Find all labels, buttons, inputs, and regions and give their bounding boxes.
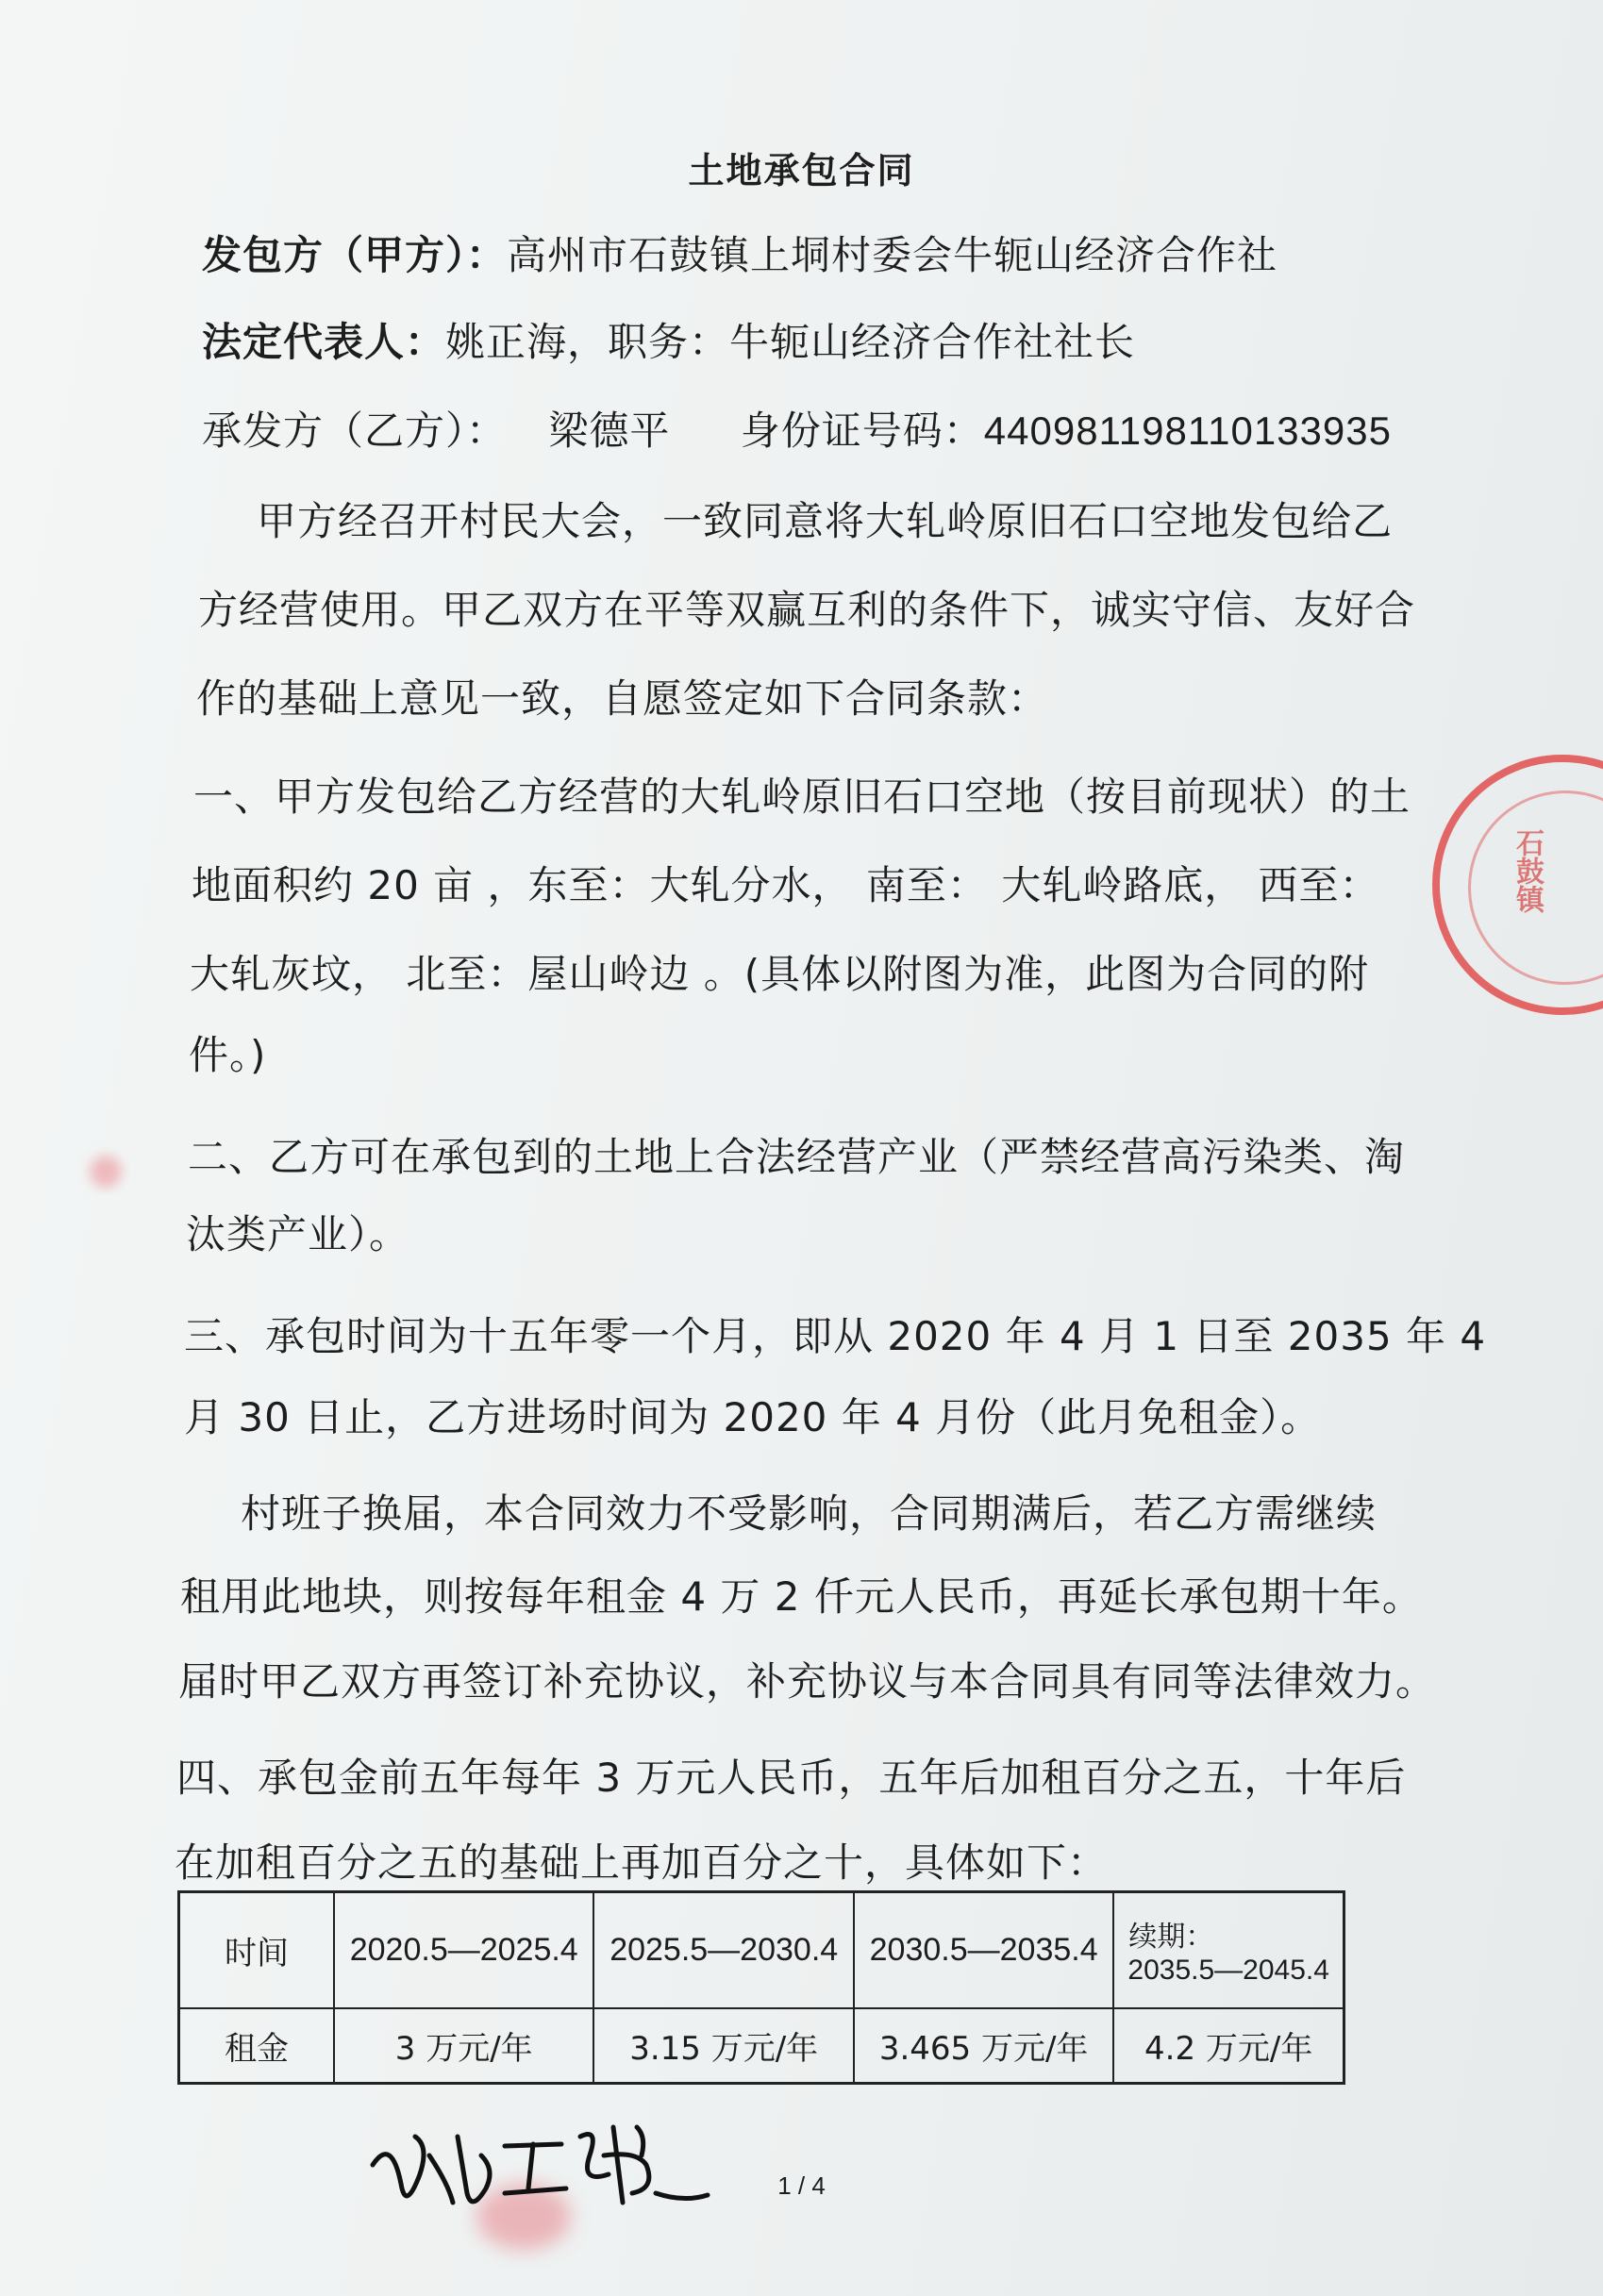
renewal-line: 届时甲乙双方再签订补充协议，补充协议与本合同具有同等法律效力。 <box>178 1658 1437 1705</box>
party-b-label: 承发方（乙方）： <box>202 408 508 454</box>
rent-schedule-table <box>177 1890 1345 2085</box>
table-rent-cell: 3.15 万元/年 <box>593 2008 853 2084</box>
clause-4-line: 在加租百分之五的基础上再加百分之十，具体如下： <box>175 1839 1109 1886</box>
clause-3-line: 三、承包时间为十五年零一个月，即从 2020 年 4 月 1 日至 2035 年 4 <box>184 1313 1487 1359</box>
party-b-id-value: 440981198110133935 <box>983 408 1392 453</box>
page-number: 1 / 4 <box>777 2171 826 2200</box>
clause-3-line: 月 30 日止，乙方进场时间为 2020 年 4 月份（此月免租金）。 <box>184 1394 1322 1440</box>
legal-rep-value: 姚正海，职务：牛轭山经济合作社社长 <box>445 319 1136 365</box>
seal-text: 石鼓镇 <box>1511 828 1544 913</box>
renewal-period: 2035.5—2045.4 <box>1127 1955 1329 1987</box>
clause-2-line: 二、乙方可在承包到的土地上合法经营产业（严禁经营高污染类、淘 <box>188 1134 1406 1180</box>
party-a-value: 高州市石鼓镇上垌村委会牛轭山经济合作社 <box>507 232 1278 278</box>
table-rent-cell: 3 万元/年 <box>334 2008 593 2084</box>
table-period-cell: 2030.5—2035.4 <box>854 1892 1113 2008</box>
clause-1-line: 大轧灰坟， 北至：屋山岭边 。(具体以附图为准，此图为合同的附 <box>190 951 1370 997</box>
party-a-label: 发包方（甲方）： <box>202 232 508 278</box>
official-seal <box>1432 755 1603 1015</box>
table-rent-cell: 3.465 万元/年 <box>854 2008 1113 2084</box>
party-a-line <box>202 225 1277 281</box>
legal-rep-label: 法定代表人： <box>202 319 446 365</box>
table-rent-cell: 4.2 万元/年 <box>1113 2008 1344 2084</box>
renewal-line: 租用此地块，则按每年租金 4 万 2 仟元人民币，再延长承包期十年。 <box>180 1573 1423 1620</box>
clause-4-line: 四、承包金前五年每年 3 万元人民币，五年后加租百分之五，十年后 <box>176 1755 1407 1801</box>
ink-smudge <box>90 1156 122 1188</box>
intro-line: 方经营使用。甲乙双方在平等双赢互利的条件下，诚实守信、友好合 <box>198 587 1416 633</box>
handwritten-signature <box>363 2099 712 2221</box>
table-row-label: 租金 <box>179 2008 335 2084</box>
renewal-line: 村班子换届，本合同效力不受影响，合同期满后，若乙方需继续 <box>241 1490 1378 1537</box>
clause-1-line: 地面积约 20 亩 ，东至：大轧分水， 南至： 大轧岭路底， 西至： <box>192 862 1380 908</box>
intro-line: 甲方经召开村民大会，一致同意将大轧岭原旧石口空地发包给乙 <box>257 498 1394 544</box>
table-period-cell: 2020.5—2025.4 <box>334 1892 593 2008</box>
document-title: 土地承包合同 <box>688 150 915 191</box>
table-renewal-cell <box>1113 1892 1344 2008</box>
table-period-cell: 2025.5—2030.4 <box>593 1892 853 2008</box>
party-b-name: 梁德平 <box>548 408 671 454</box>
party-b-id-label: 身份证号码： <box>740 408 984 454</box>
clause-1-line: 件。) <box>189 1032 267 1078</box>
clause-2-line: 汰类产业）。 <box>186 1211 410 1257</box>
party-b-line <box>202 400 1392 457</box>
intro-line: 作的基础上意见一致，自愿签定如下合同条款： <box>196 675 1049 722</box>
clause-1-line: 一、甲方发包给乙方经营的大轧岭原旧石口空地（按目前现状）的土 <box>193 774 1411 820</box>
renewal-label: 续期： <box>1128 1921 1214 1955</box>
table-row <box>179 1892 1344 2008</box>
table-header-label: 时间 <box>179 1892 335 2008</box>
table-row <box>179 2008 1344 2084</box>
legal-rep-line <box>202 311 1135 368</box>
